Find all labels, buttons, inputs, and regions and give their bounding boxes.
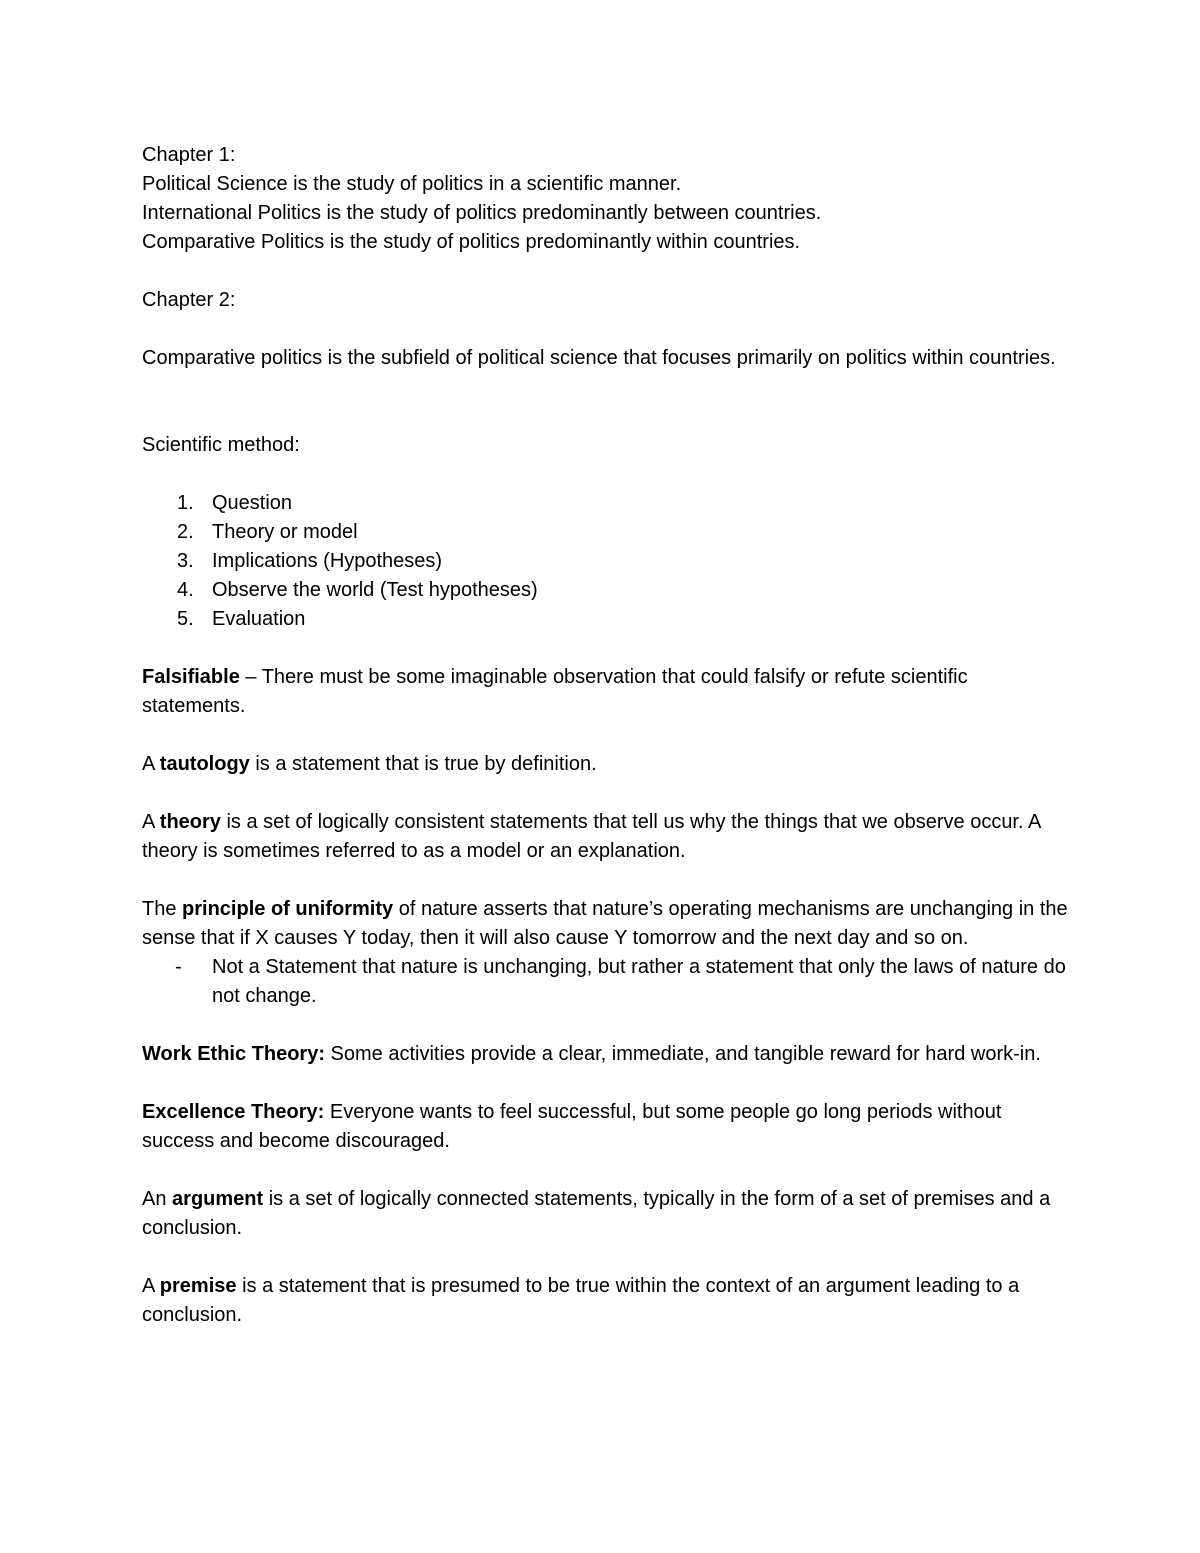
list-item-text: Evaluation: [212, 608, 306, 630]
uniformity-definition: [142, 895, 1072, 953]
definition-text: – There must be some imaginable observation that could falsify or refute scientific statements.: [142, 666, 968, 717]
definition-prefix: A: [142, 753, 160, 775]
tautology-definition: [142, 750, 1072, 779]
list-item-number: 5.: [177, 608, 194, 630]
list-item-number: 2.: [177, 521, 194, 543]
definition-text: is a statement that is true by definition.: [249, 753, 597, 775]
definition-prefix: A: [142, 811, 160, 833]
spacer: [142, 1069, 1072, 1098]
list-item: [142, 605, 1072, 634]
spacer: [142, 721, 1072, 750]
list-item: [142, 489, 1072, 518]
list-item: [142, 953, 1072, 1011]
term: theory: [159, 811, 221, 833]
falsifiable-definition: [142, 663, 1072, 721]
definition-prefix: A: [142, 1275, 160, 1297]
argument-definition: [142, 1185, 1072, 1243]
term: argument: [172, 1188, 264, 1210]
spacer: [142, 315, 1072, 344]
list-item-text: Theory or model: [212, 521, 358, 543]
definition-text: Some activities provide a clear, immediate, and tangible reward for hard work-in.: [325, 1043, 1041, 1065]
term: principle of uniformity: [182, 898, 394, 920]
definition-text: of nature asserts that nature’s operating mechanisms are unchanging in the sense that if X causes Y today, then it will also cause Y tomorrow and the next day and so on.: [142, 898, 1068, 949]
spacer: [142, 634, 1072, 663]
spacer: [142, 866, 1072, 895]
term: Work Ethic Theory:: [142, 1043, 325, 1065]
definition-prefix: The: [142, 898, 183, 920]
chapter-1-line: Comparative Politics is the study of politics predominantly within countries.: [142, 231, 801, 253]
term: Excellence Theory:: [142, 1101, 325, 1123]
chapter-1-line: Political Science is the study of politics in a scientific manner.: [142, 173, 682, 195]
excellence-theory: [142, 1098, 1072, 1156]
spacer: [142, 1011, 1072, 1040]
definition-text: Everyone wants to feel successful, but some people go long periods without success and become discouraged.: [142, 1101, 1002, 1152]
list-item-number: 3.: [177, 550, 194, 572]
spacer: [142, 779, 1072, 808]
work-ethic-theory: [142, 1040, 1072, 1069]
definition-prefix: An: [142, 1188, 173, 1210]
chapter-1-line: International Politics is the study of politics predominantly between countries.: [142, 202, 822, 224]
term: Falsifiable: [142, 666, 240, 688]
dash-marker: -: [175, 956, 182, 978]
spacer: [142, 257, 1072, 286]
term: premise: [159, 1275, 237, 1297]
theory-definition: [142, 808, 1072, 866]
term: tautology: [159, 753, 250, 775]
premise-definition: [142, 1272, 1072, 1330]
chapter-2-intro: Comparative politics is the subfield of political science that focuses primarily on politics within countries.: [142, 347, 1056, 369]
definition-text: is a set of logically consistent statements that tell us why the things that we observe occur. A theory is sometimes referred to as a model or an explanation.: [142, 811, 1041, 862]
spacer: [142, 460, 1072, 489]
scientific-method-heading: Scientific method:: [142, 434, 300, 456]
list-item-text: Not a Statement that nature is unchanging, but rather a statement that only the laws of nature do not change.: [212, 956, 1066, 1007]
spacer: [142, 1243, 1072, 1272]
definition-text: is a statement that is presumed to be true within the context of an argument leading to a conclusion.: [142, 1275, 1020, 1326]
scientific-method-steps: [142, 489, 1072, 634]
list-item-text: Implications (Hypotheses): [212, 550, 443, 572]
list-item-number: 1.: [177, 492, 194, 514]
list-item-number: 4.: [177, 579, 194, 601]
uniformity-bullets: [142, 953, 1072, 1011]
list-item-text: Question: [212, 492, 293, 514]
spacer: [142, 1156, 1072, 1185]
spacer: [142, 373, 1072, 402]
definition-text: is a set of logically connected statements, typically in the form of a set of premises and a conclusion.: [142, 1188, 1051, 1239]
chapter-2-heading: Chapter 2:: [142, 289, 236, 311]
spacer: [142, 402, 1072, 431]
document-page: [142, 141, 1072, 1330]
list-item: [142, 576, 1072, 605]
list-item-text: Observe the world (Test hypotheses): [212, 579, 538, 601]
list-item: [142, 547, 1072, 576]
chapter-1-heading: Chapter 1:: [142, 144, 236, 166]
list-item: [142, 518, 1072, 547]
